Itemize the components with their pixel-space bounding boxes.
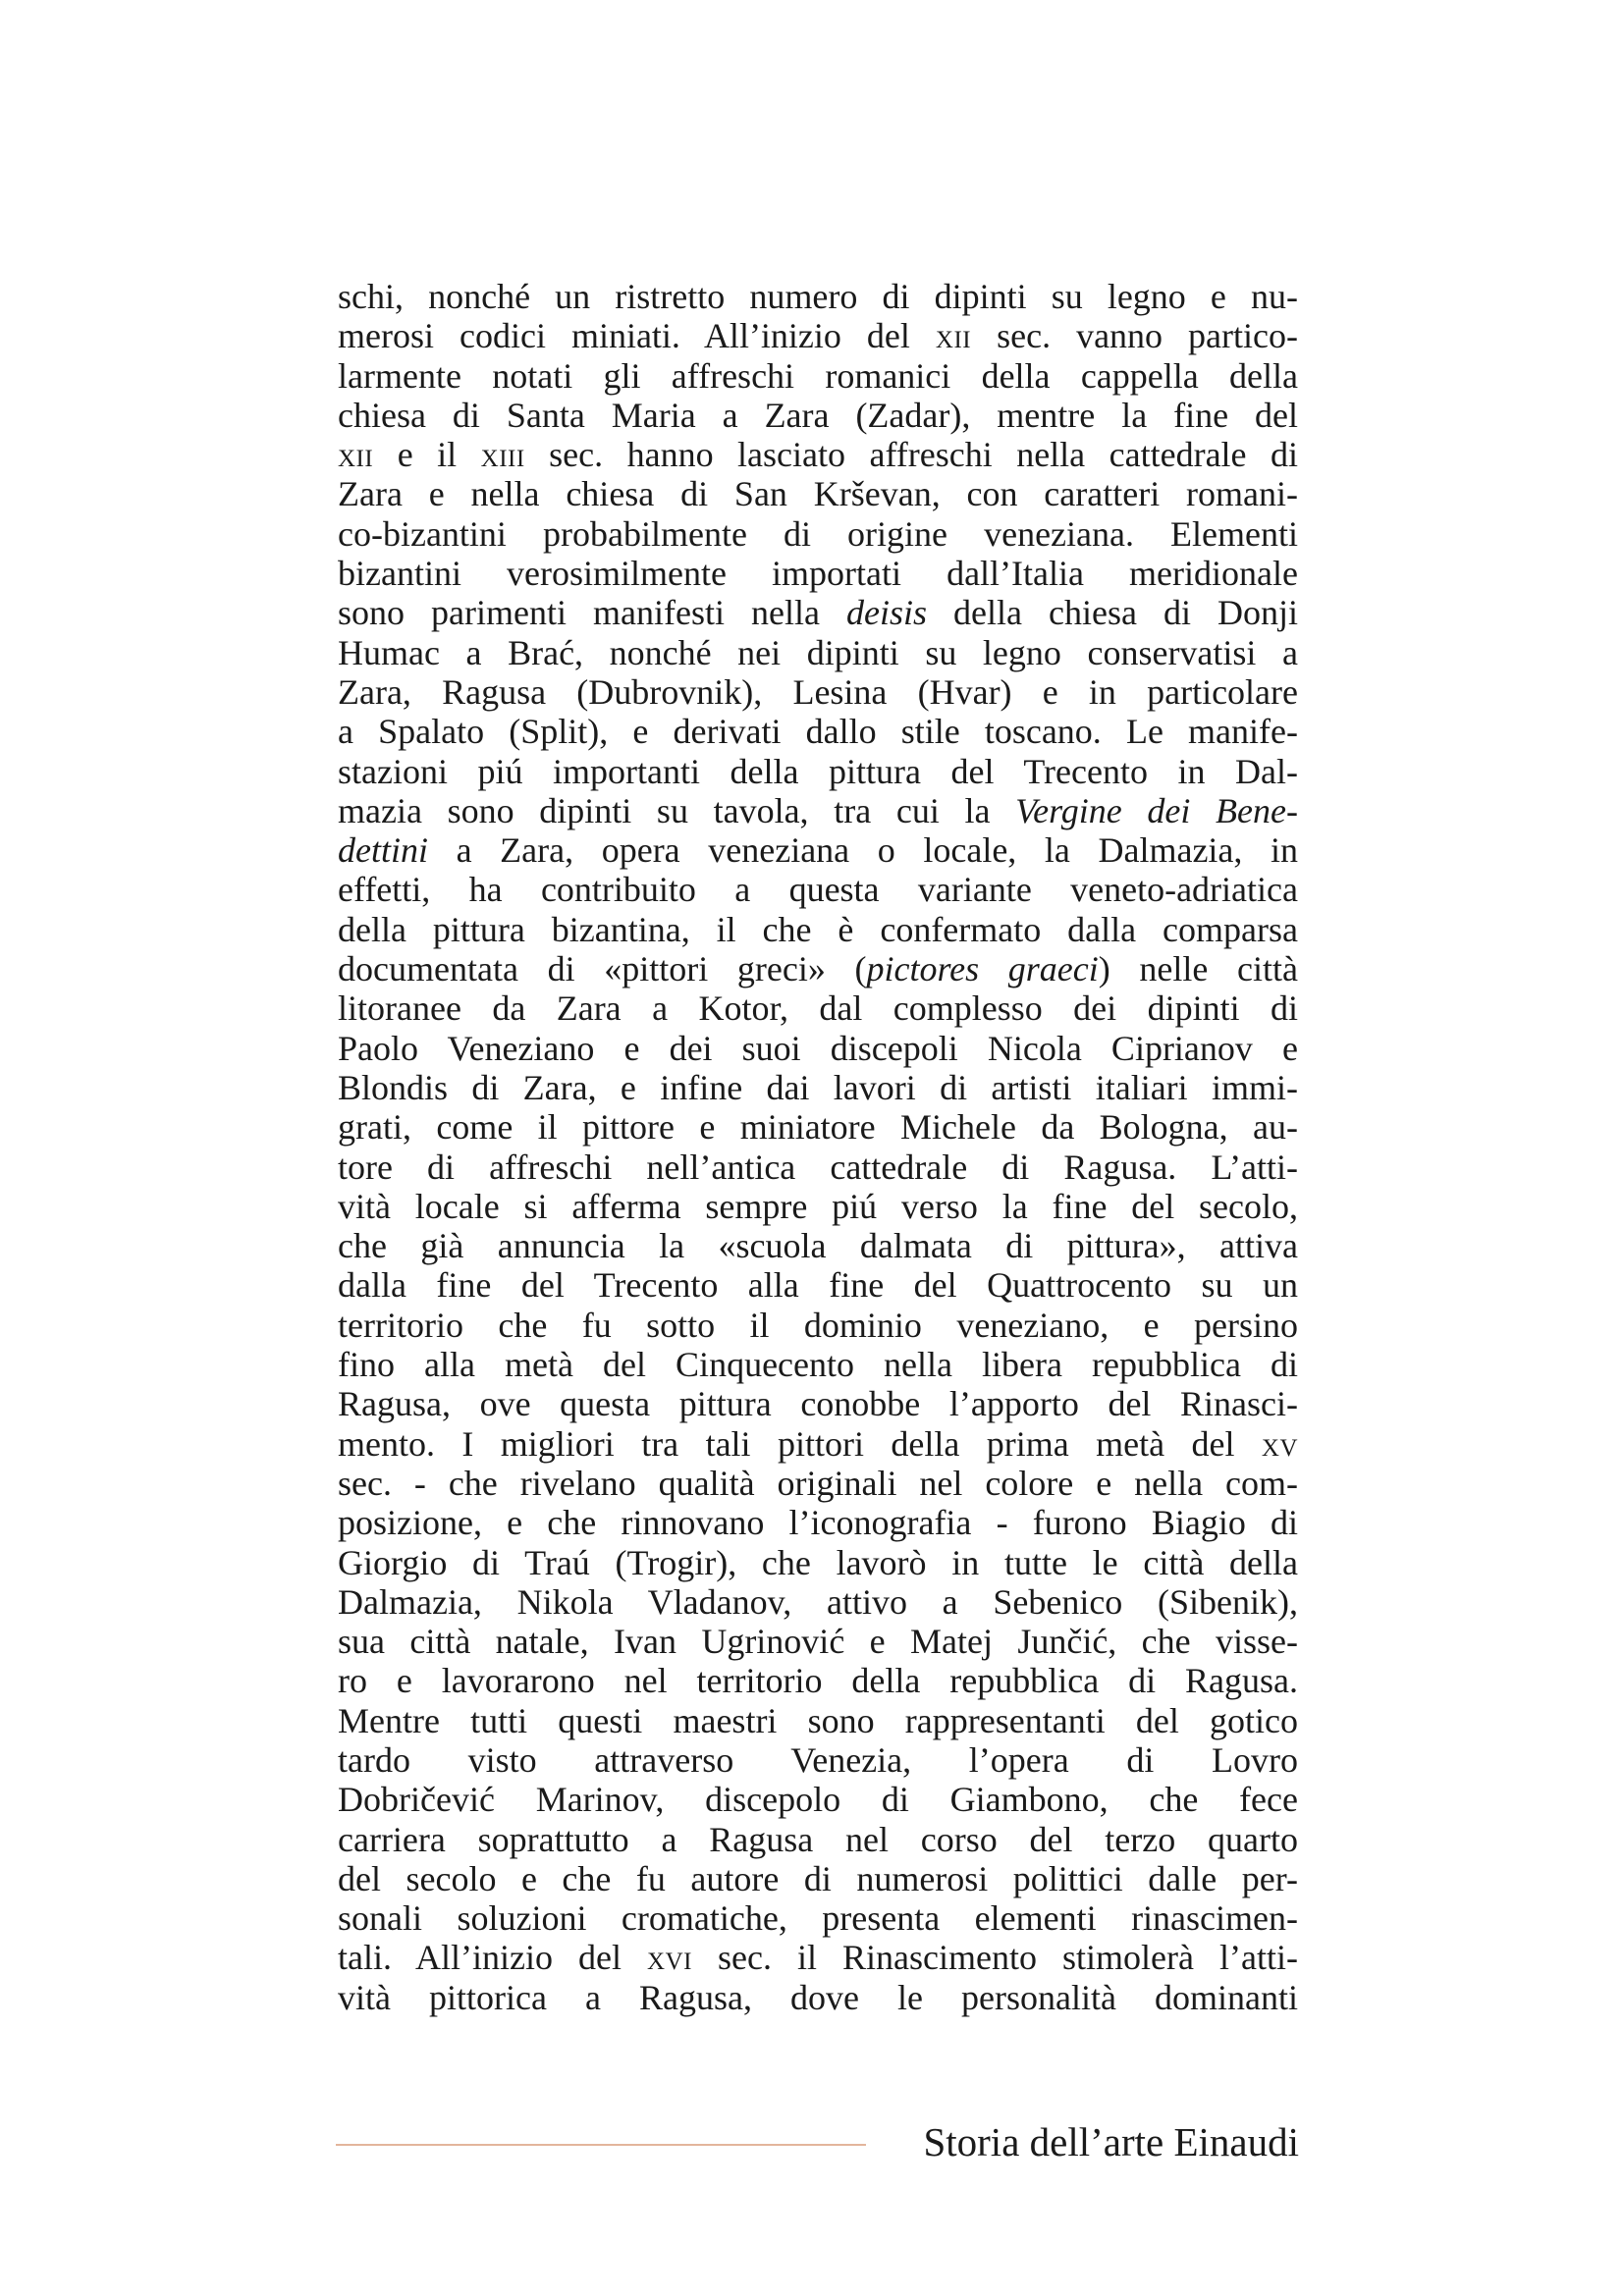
text-line	[338, 1306, 1298, 1345]
text-line	[338, 672, 1298, 712]
text-run: sonali soluzioni cromatiche, presenta elementi rinascimen-	[338, 1898, 1298, 1939]
text-run: documentata di «pittori greci» (	[338, 949, 867, 989]
text-run: sono parimenti manifesti nella	[338, 593, 846, 633]
text-run: stazioni piú importanti della pittura del Trecento in Dal-	[338, 751, 1298, 791]
italic-term: Vergine dei Bene-	[1015, 790, 1298, 830]
text-line	[338, 1187, 1298, 1226]
text-run: Giorgio di Traú (Trogir), che lavorò in tutte le città della	[338, 1542, 1298, 1582]
text-run: Dobričević Marinov, discepolo di Giambono, che fece	[338, 1780, 1298, 1820]
text-run: ) nelle città	[1098, 949, 1298, 989]
text-line	[338, 1859, 1298, 1898]
footer-rule	[336, 2144, 866, 2146]
text-line	[338, 1661, 1298, 1700]
text-run: merosi codici miniati. All’inizio del	[338, 316, 936, 356]
text-run: mento. I migliori tra tali pittori della prima metà del	[338, 1423, 1262, 1464]
text-line	[338, 1107, 1298, 1147]
text-line	[338, 1464, 1298, 1503]
text-line	[338, 1148, 1298, 1187]
text-run: schi, nonché un ristretto numero di dipinti su legno e nu-	[338, 277, 1298, 316]
text-run: e il	[373, 435, 481, 475]
text-line	[338, 791, 1298, 830]
text-line	[338, 1622, 1298, 1661]
text-line	[338, 830, 1298, 870]
text-line	[338, 1424, 1298, 1464]
text-run: fino alla metà del Cinquecento nella libera repubblica di	[338, 1345, 1298, 1385]
text-run: della chiesa di Donji	[927, 593, 1298, 633]
text-run: Mentre tutti questi maestri sono rappresentanti del gotico	[338, 1700, 1298, 1740]
text-line	[338, 1543, 1298, 1582]
italic-term: deisis	[845, 593, 927, 633]
text-run: Blondis di Zara, e infine dai lavori di artisti italiari immi-	[338, 1067, 1298, 1107]
footer-title: Storia dell’arte Einaudi	[923, 2119, 1299, 2164]
text-line	[338, 633, 1298, 672]
text-line	[338, 870, 1298, 909]
text-line	[338, 988, 1298, 1028]
text-run: a Zara, opera veneziana o locale, la Dalmazia, in	[428, 830, 1298, 871]
text-run: chiesa di Santa Maria a Zara (Zadar), mentre la fine del	[338, 395, 1298, 435]
text-run: territorio che fu sotto il dominio veneziano, e persino	[338, 1305, 1298, 1345]
text-run: Ragusa, ove questa pittura conobbe l’apporto del Rinasci-	[338, 1384, 1298, 1424]
small-caps-numeral: xii	[338, 435, 374, 475]
text-run: effetti, ha contribuito a questa variante veneto-adriatica	[338, 870, 1298, 910]
text-line	[338, 1029, 1298, 1068]
italic-term: dettini	[338, 830, 428, 871]
text-line	[338, 1503, 1298, 1542]
text-line	[338, 514, 1298, 554]
text-line	[338, 356, 1298, 396]
text-run: sec. hanno lasciato affreschi nella cattedrale di	[524, 435, 1299, 475]
text-line	[338, 554, 1298, 593]
text-run: tore di affreschi nell’antica cattedrale di Ragusa. L’atti-	[338, 1147, 1298, 1187]
text-run: del secolo e che fu autore di numerosi polittici dalle per-	[338, 1858, 1298, 1898]
text-run: carriera soprattutto a Ragusa nel corso del terzo quarto	[338, 1819, 1298, 1859]
text-run: Zara e nella chiesa di San Krševan, con caratteri romani-	[338, 474, 1298, 514]
text-line	[338, 1345, 1298, 1384]
text-line	[338, 949, 1298, 988]
text-line	[338, 1068, 1298, 1107]
text-line	[338, 1265, 1298, 1305]
text-line	[338, 1820, 1298, 1859]
text-line	[338, 1740, 1298, 1780]
text-line	[338, 1898, 1298, 1938]
small-caps-numeral: xiii	[480, 435, 525, 475]
text-line	[338, 396, 1298, 435]
text-run: larmente notati gli affreschi romanici della cappella della	[338, 355, 1298, 396]
text-run: posizione, e che rinnovano l’iconografia - furono Biagio di	[338, 1503, 1298, 1543]
text-run: tardo visto attraverso Venezia, l’opera di Lovro	[338, 1739, 1298, 1780]
text-run: sec. vanno partico-	[971, 316, 1298, 356]
text-run: Paolo Veneziano e dei suoi discepoli Nicola Ciprianov e	[338, 1028, 1298, 1068]
text-line	[338, 1226, 1298, 1265]
small-caps-numeral: xii	[935, 316, 972, 356]
small-caps-numeral: xvi	[647, 1938, 692, 1978]
body-text	[338, 277, 1298, 2017]
text-run: vità pittorica a Ragusa, dove le personalità dominanti	[338, 1977, 1298, 2017]
text-line	[338, 752, 1298, 791]
text-run: bizantini verosimilmente importati dall’Italia meridionale	[338, 554, 1298, 594]
text-line	[338, 1582, 1298, 1622]
text-run: grati, come il pittore e miniatore Michele da Bologna, au-	[338, 1107, 1298, 1148]
text-run: tali. All’inizio del	[338, 1938, 648, 1978]
text-run: co-bizantini probabilmente di origine veneziana. Elementi	[338, 513, 1298, 554]
text-run: sec. - che rivelano qualità originali nel colore e nella com-	[338, 1463, 1298, 1503]
text-line	[338, 1384, 1298, 1423]
text-line	[338, 712, 1298, 751]
text-line	[338, 593, 1298, 632]
text-line	[338, 277, 1298, 316]
text-line	[338, 1978, 1298, 2017]
text-line	[338, 1938, 1298, 1977]
text-line	[338, 316, 1298, 355]
italic-term: pictores graeci	[866, 949, 1099, 989]
text-run: Dalmazia, Nikola Vladanov, attivo a Sebenico (Sibenik),	[338, 1581, 1298, 1622]
text-line	[338, 1701, 1298, 1740]
text-run: a Spalato (Split), e derivati dallo stile toscano. Le manife-	[338, 712, 1298, 752]
text-run: Humac a Brać, nonché nei dipinti su legno conservatisi a	[338, 632, 1298, 672]
text-run: vità locale si afferma sempre piú verso la fine del secolo,	[338, 1186, 1298, 1226]
text-run: sua città natale, Ivan Ugrinović e Matej Junčić, che visse-	[338, 1622, 1298, 1662]
text-run: litoranee da Zara a Kotor, dal complesso dei dipinti di	[338, 988, 1298, 1029]
text-line	[338, 1780, 1298, 1819]
text-run: ro e lavorarono nel territorio della repubblica di Ragusa.	[338, 1661, 1298, 1701]
text-run: della pittura bizantina, il che è confermato dalla comparsa	[338, 909, 1298, 949]
text-run: mazia sono dipinti su tavola, tra cui la	[338, 790, 1016, 830]
text-line	[338, 474, 1298, 513]
text-run: che già annuncia la «scuola dalmata di pittura», attiva	[338, 1226, 1298, 1266]
text-line	[338, 910, 1298, 949]
small-caps-numeral: xv	[1261, 1423, 1298, 1464]
text-run: sec. il Rinascimento stimolerà l’atti-	[691, 1938, 1298, 1978]
text-run: Zara, Ragusa (Dubrovnik), Lesina (Hvar) e in particolare	[338, 671, 1298, 712]
text-line	[338, 435, 1298, 474]
text-run: dalla fine del Trecento alla fine del Quattrocento su un	[338, 1265, 1298, 1306]
page-footer	[336, 2114, 1299, 2173]
